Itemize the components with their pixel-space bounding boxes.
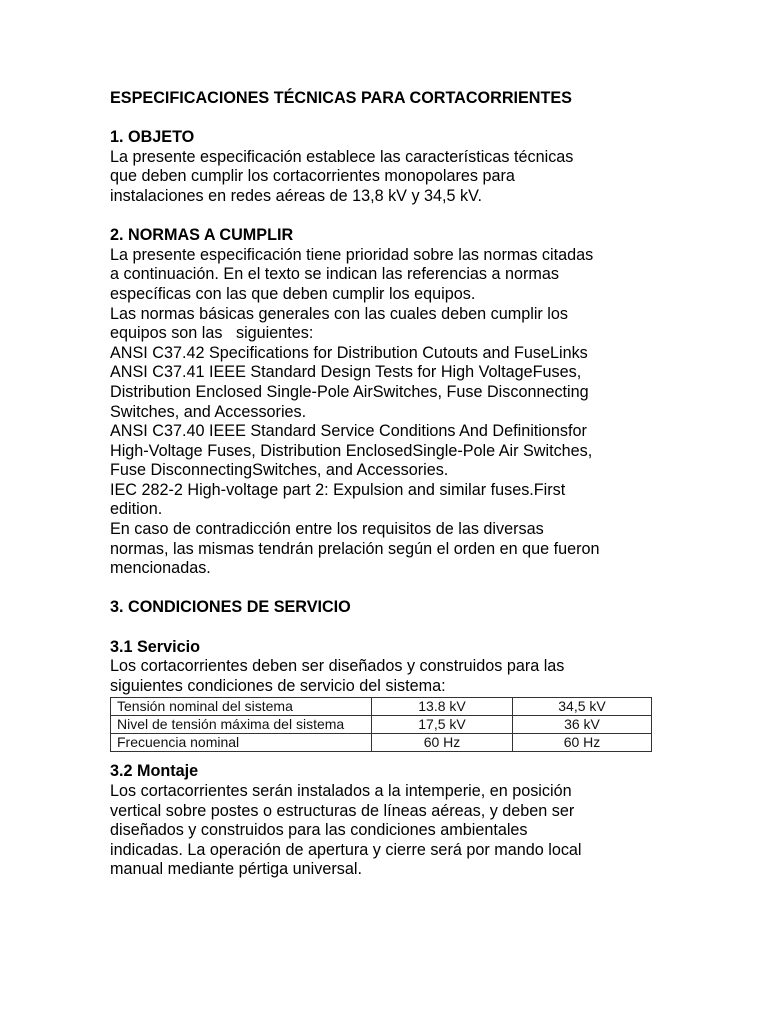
section-3-2-line: diseñados y construidos para las condiciones ambientales bbox=[110, 821, 528, 840]
table-cell: 17,5 kV bbox=[372, 716, 513, 734]
section-3-2-heading: 3.2 Montaje bbox=[110, 762, 199, 781]
section-1-heading: 1. OBJETO bbox=[110, 128, 195, 147]
section-2-line: a continuación. En el texto se indican las referencias a normas bbox=[110, 265, 560, 284]
section-3-1-line: siguientes condiciones de servicio del sistema: bbox=[110, 676, 446, 695]
section-1-line: La presente especificación establece las características técnicas bbox=[110, 147, 574, 166]
table-cell: Frecuencia nominal bbox=[111, 734, 372, 752]
section-2-line: mencionadas. bbox=[110, 559, 211, 578]
section-3-1-heading: 3.1 Servicio bbox=[110, 637, 200, 656]
section-2-line: ANSI C37.40 IEEE Standard Service Conditions And Definitionsfor bbox=[110, 422, 587, 441]
section-3-2-line: indicadas. La operación de apertura y cierre será por mando local bbox=[110, 840, 582, 859]
section-2-line: Distribution Enclosed Single-Pole AirSwitches, Fuse Disconnecting bbox=[110, 382, 589, 401]
table-cell: 34,5 kV bbox=[513, 698, 652, 716]
table-cell: 36 kV bbox=[513, 716, 652, 734]
section-1-line: que deben cumplir los cortacorrientes monopolares para bbox=[110, 167, 515, 186]
section-2-line: High-Voltage Fuses, Distribution EnclosedSingle-Pole Air Switches, bbox=[110, 441, 593, 460]
section-1-line: instalaciones en redes aéreas de 13,8 kV y 34,5 kV. bbox=[110, 186, 482, 205]
table-row bbox=[111, 734, 652, 752]
table-row bbox=[111, 716, 652, 734]
section-2-line: Fuse DisconnectingSwitches, and Accessories. bbox=[110, 461, 449, 480]
table-row bbox=[111, 698, 652, 716]
section-2-line: específicas con las que deben cumplir los equipos. bbox=[110, 284, 476, 303]
table-cell: 60 Hz bbox=[372, 734, 513, 752]
table-cell: 60 Hz bbox=[513, 734, 652, 752]
section-2-line: edition. bbox=[110, 500, 163, 519]
table-cell: Tensión nominal del sistema bbox=[111, 698, 372, 716]
section-2-line: IEC 282-2 High-voltage part 2: Expulsion and similar fuses.First bbox=[110, 480, 566, 499]
section-2-line: normas, las mismas tendrán prelación según el orden en que fueron bbox=[110, 539, 600, 558]
table-cell: 13.8 kV bbox=[372, 698, 513, 716]
section-2-line: ANSI C37.41 IEEE Standard Design Tests for High VoltageFuses, bbox=[110, 363, 582, 382]
document-title: ESPECIFICACIONES TÉCNICAS PARA CORTACORRIENTES bbox=[110, 89, 572, 107]
section-2-line: La presente especificación tiene prioridad sobre las normas citadas bbox=[110, 245, 594, 264]
section-3-2-line: manual mediante pértiga universal. bbox=[110, 860, 362, 879]
section-3-1-line: Los cortacorrientes deben ser diseñados y construidos para las bbox=[110, 657, 565, 676]
section-2-heading: 2. NORMAS A CUMPLIR bbox=[110, 226, 294, 245]
section-2-line: Las normas básicas generales con las cuales deben cumplir los bbox=[110, 304, 568, 323]
document-content bbox=[110, 89, 662, 880]
section-3-2-line: Los cortacorrientes serán instalados a la intemperie, en posición bbox=[110, 782, 572, 800]
section-2-line: En caso de contradicción entre los requisitos de las diversas bbox=[110, 520, 544, 539]
section-2-line: Switches, and Accessories. bbox=[110, 402, 307, 421]
section-3-heading: 3. CONDICIONES DE SERVICIO bbox=[110, 598, 351, 617]
section-2-line: equipos son las siguientes: bbox=[110, 324, 314, 343]
service-conditions-table bbox=[110, 697, 652, 752]
section-2-line: ANSI C37.42 Specifications for Distribution Cutouts and FuseLinks bbox=[110, 343, 588, 362]
table-cell: Nivel de tensión máxima del sistema bbox=[111, 716, 372, 734]
section-3-2-line: vertical sobre postes o estructuras de líneas aéreas, y deben ser bbox=[110, 801, 575, 820]
